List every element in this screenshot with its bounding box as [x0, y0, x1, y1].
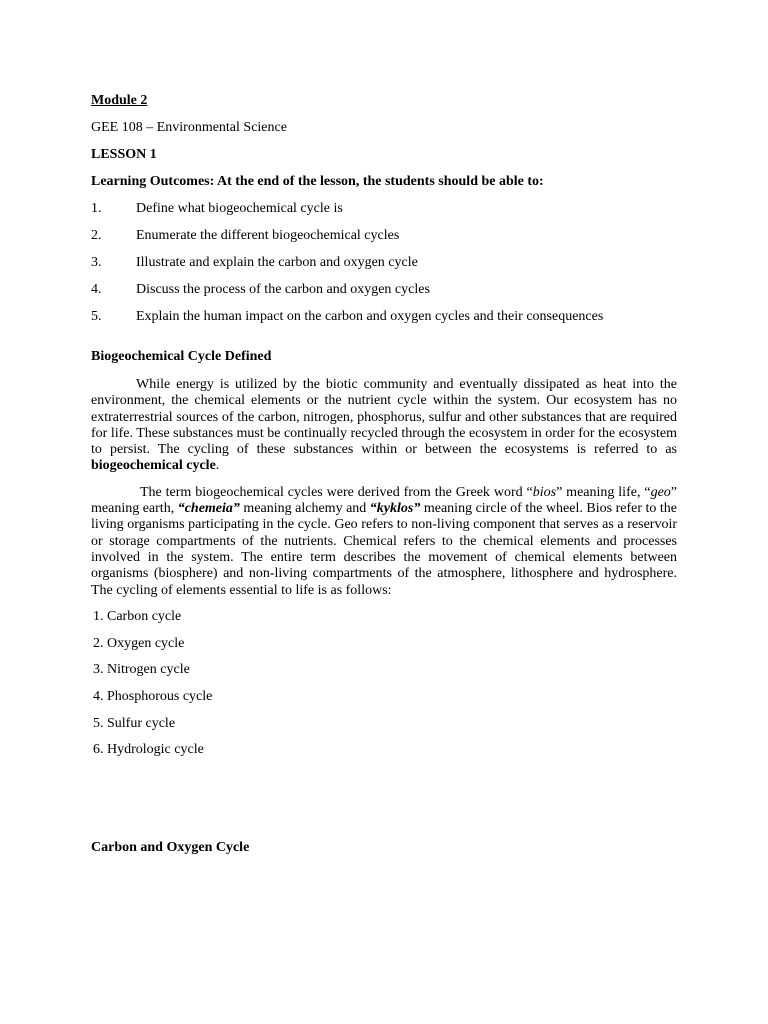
- term-bios: bios: [532, 484, 557, 500]
- outcome-number: 1.: [91, 201, 102, 216]
- term-geo: geo: [650, 484, 671, 500]
- outcome-text: Discuss the process of the carbon and oxygen cycles: [136, 282, 430, 297]
- learning-outcomes-heading: Learning Outcomes: At the end of the lesson, the students should be able to:: [91, 174, 544, 189]
- course-title: GEE 108 – Environmental Science: [91, 120, 287, 135]
- cycle-item: 2. Oxygen cycle: [93, 635, 185, 651]
- cycle-item: 1. Carbon cycle: [93, 608, 182, 624]
- term-chemeia: “chemeia”: [177, 501, 240, 517]
- paragraph-text: meaning alchemy and: [239, 501, 370, 517]
- paragraph-text: ” meaning life, “: [556, 484, 651, 500]
- outcome-number: 3.: [91, 255, 102, 270]
- outcome-item: [91, 282, 677, 298]
- outcome-number: 5.: [91, 309, 102, 324]
- cycle-item: 5. Sulfur cycle: [93, 715, 176, 731]
- cycles-list: [91, 609, 677, 758]
- learning-outcomes-list: [91, 201, 677, 325]
- section-heading-biogeochemical: Biogeochemical Cycle Defined: [91, 349, 272, 364]
- module-heading: Module 2: [91, 93, 148, 108]
- paragraph-term-origin: [91, 485, 677, 599]
- document-content: [91, 93, 677, 856]
- section-heading-carbon-oxygen: Carbon and Oxygen Cycle: [91, 840, 250, 856]
- cycle-item: 6. Hydrologic cycle: [93, 742, 204, 758]
- paragraph-end: .: [215, 458, 220, 474]
- outcome-text: Define what biogeochemical cycle is: [136, 201, 343, 216]
- outcome-number: 4.: [91, 282, 102, 297]
- outcome-number: 2.: [91, 228, 102, 243]
- outcome-item: [91, 201, 677, 217]
- cycle-item: 4. Phosphorous cycle: [93, 688, 213, 704]
- cycle-item: 3. Nitrogen cycle: [93, 662, 190, 678]
- paragraph-text: While energy is utilized by the biotic community and eventually dissipated as heat into the environment, the chemical elements or the nutrient cycle within the system. Our ecosystem has no extraterrestrial sources of the carbon, nitrogen, phosphorus, sulfur and other substances that are required for life. These substances must be continually recycled through the ecosystem in order for the ecosystem to persist. The cycling of these substances within or between the ecosystems is referred to as: [91, 377, 678, 458]
- outcome-item: [91, 228, 677, 244]
- key-term: biogeochemical cycle: [91, 458, 216, 474]
- outcome-item: [91, 255, 677, 271]
- paragraph-text: meaning circle of the wheel. Bios refer to the living organisms participating in the cycle. Geo refers to non-living component that serves as a reservoir or storage compartments of the nutrients. Chemical refers to the chemical elements and processes involved in the system. The entire term describes the movement of chemical elements between organisms (biosphere) and non-living compartments of the atmosphere, lithosphere and hydrosphere. The cycling of elements essential to life is as follows:: [91, 501, 677, 598]
- term-kyklos: “kyklos”: [369, 501, 421, 517]
- outcome-text: Illustrate and explain the carbon and oxygen cycle: [136, 255, 418, 270]
- outcome-text: Explain the human impact on the carbon and oxygen cycles and their consequences: [136, 309, 604, 324]
- outcome-text: Enumerate the different biogeochemical cycles: [136, 228, 400, 243]
- outcome-item: [91, 309, 677, 325]
- paragraph-text: The term biogeochemical cycles were derived from the Greek word “: [140, 484, 533, 500]
- lesson-heading: LESSON 1: [91, 147, 157, 162]
- paragraph-text: ” meaning earth,: [91, 484, 677, 517]
- paragraph-energy: [91, 377, 677, 475]
